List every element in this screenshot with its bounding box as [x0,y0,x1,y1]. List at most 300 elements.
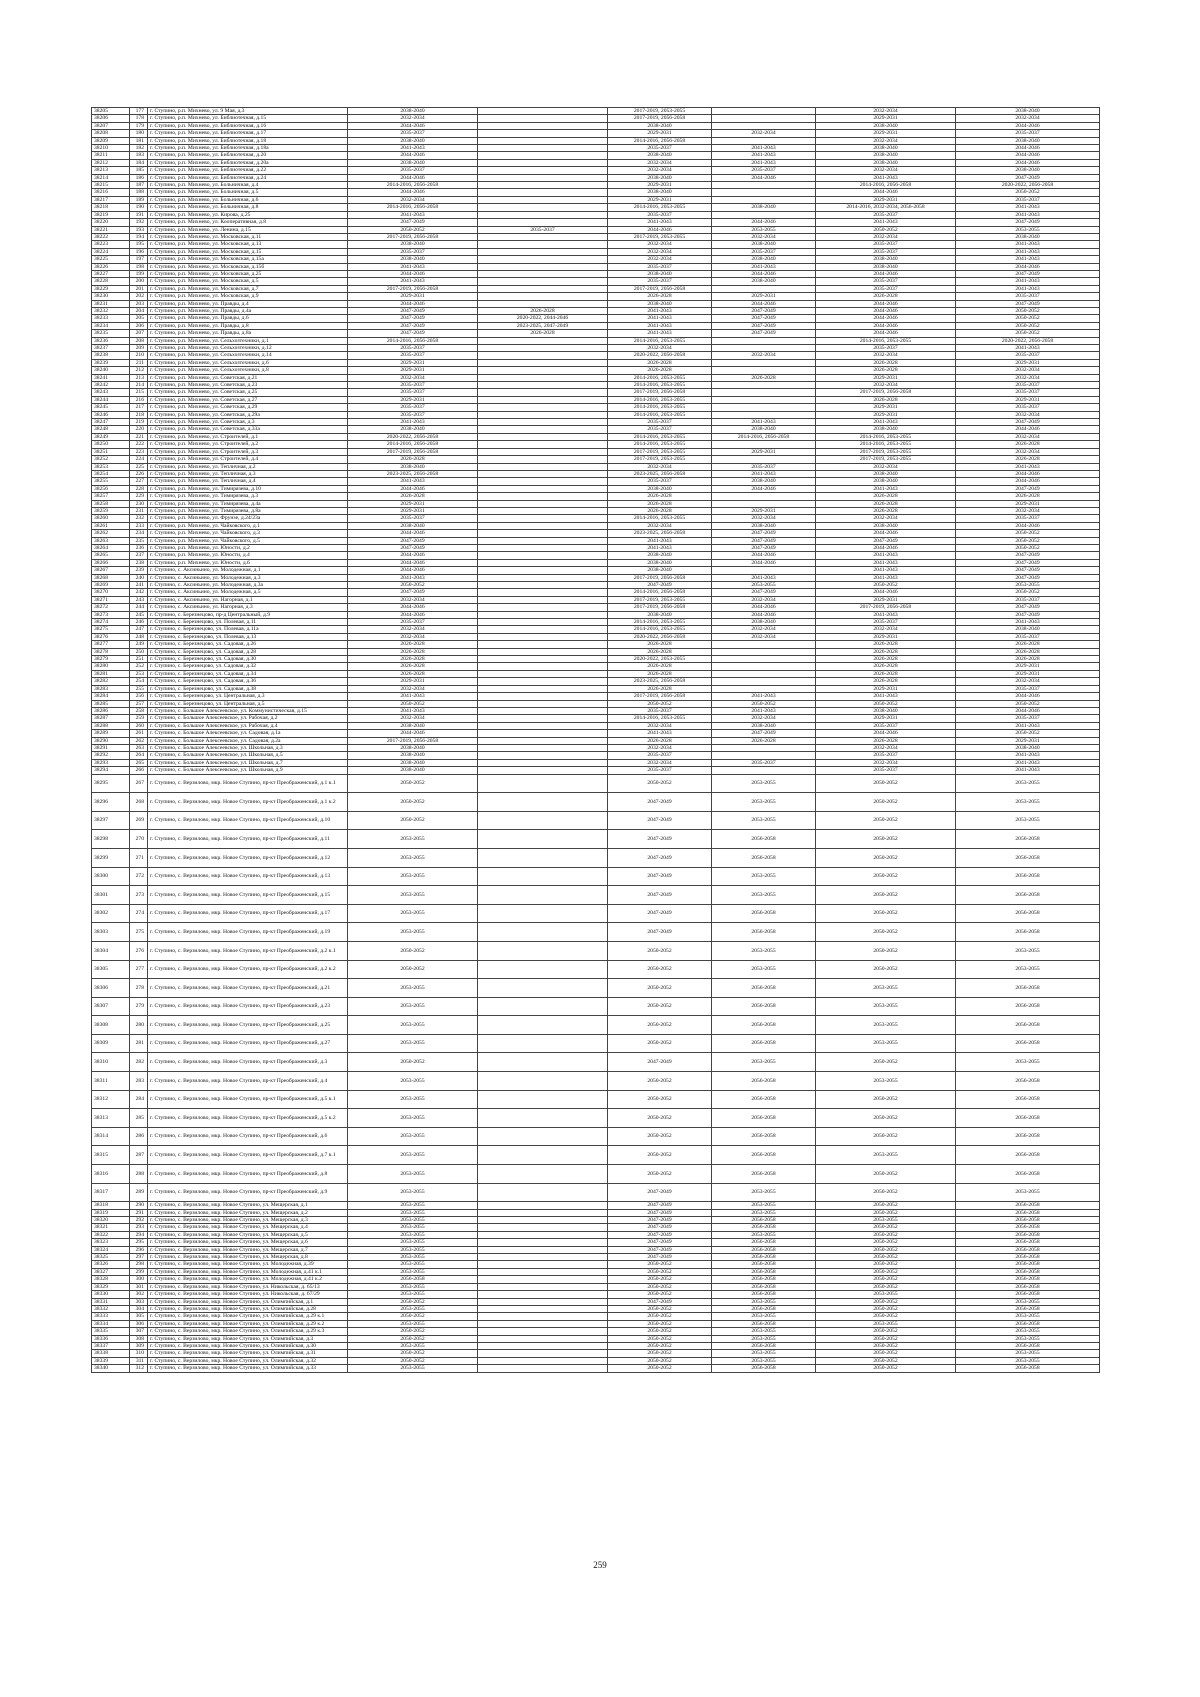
row-number-cell: 294 [130,1231,148,1238]
period-cell-2 [478,1016,608,1035]
address-cell: г. Ступино, с. Аксиньино, ул. Нагорная, д.3 [148,604,348,611]
period-cell-5: 2047-2049 [816,537,956,544]
row-number-cell: 210 [130,352,148,359]
address-cell: г. Ступино, р.п. Михнево, ул. Строителей, д.2 [148,441,348,448]
period-cell-3: 2050-2052 [608,1146,712,1165]
period-cell-2 [478,774,608,793]
period-cell-4 [712,456,816,463]
table-row [92,559,1100,566]
period-cell-3: 2029-2031 [608,130,712,137]
row-id-cell: 38294 [92,767,130,774]
row-number-cell: 234 [130,530,148,537]
period-cell-6: 2038-2040 [956,167,1100,174]
period-cell-1: 2050-2052 [348,1335,478,1342]
row-number-cell: 186 [130,174,148,181]
period-cell-6: 2044-2046 [956,159,1100,166]
period-cell-3: 2014-2016, 2053-2055 [608,204,712,211]
table-row [92,1072,1100,1091]
period-cell-4: 2053-2055 [712,1231,816,1238]
period-cell-4: 2032-2034 [712,626,816,633]
period-cell-6: 2056-2058 [956,904,1100,923]
period-cell-6: 2050-2052 [956,537,1100,544]
period-cell-2 [478,270,608,277]
row-id-cell: 38311 [92,1072,130,1091]
period-cell-1: 2035-2037 [348,411,478,418]
address-cell: г. Ступино, р.п. Михнево, ул. Тимирязева, д.10 [148,485,348,492]
row-number-cell: 291 [130,1209,148,1216]
period-cell-3: 2047-2049 [608,904,712,923]
period-cell-2: 2026-2028 [478,307,608,314]
period-cell-3: 2047-2049 [608,1209,712,1216]
row-id-cell: 38336 [92,1335,130,1342]
table-row [92,248,1100,255]
period-cell-5: 2050-2052 [816,1342,956,1349]
period-cell-1: 2041-2043 [348,263,478,270]
period-cell-4 [712,382,816,389]
period-cell-2 [478,886,608,905]
row-id-cell: 38225 [92,256,130,263]
table-row [92,1276,1100,1283]
period-cell-1: 2038-2040 [348,108,478,115]
period-cell-6: 2020-2022, 2056-2058 [956,337,1100,344]
period-cell-3: 2038-2040 [608,122,712,129]
row-number-cell: 309 [130,1342,148,1349]
period-cell-5: 2050-2052 [816,226,956,233]
period-cell-2 [478,1224,608,1231]
address-cell: г. Ступино, с. Верзилово, мкр. Новое Ступино, пр-кт Преображенский, д.1 к.1 [148,774,348,793]
period-cell-1: 2044-2046 [348,604,478,611]
table-row [92,278,1100,285]
period-cell-2 [478,263,608,270]
period-cell-6: 2056-2058 [956,1320,1100,1327]
row-number-cell: 252 [130,663,148,670]
period-cell-4: 2044-2046 [712,219,816,226]
row-number-cell: 193 [130,226,148,233]
row-number-cell: 262 [130,737,148,744]
row-number-cell: 198 [130,263,148,270]
period-cell-4 [712,404,816,411]
period-cell-2 [478,537,608,544]
address-cell: г. Ступино, р.п. Михнево, ул. Правды, д.8 [148,322,348,329]
period-cell-5: 2053-2055 [816,997,956,1016]
period-cell-4: 2032-2034 [712,352,816,359]
table-row [92,345,1100,352]
period-cell-4: 2053-2055 [712,941,816,960]
period-cell-1: 2014-2016, 2056-2058 [348,182,478,189]
row-id-cell: 38295 [92,774,130,793]
row-number-cell: 273 [130,886,148,905]
period-cell-2 [478,1254,608,1261]
period-cell-6: 2056-2058 [956,886,1100,905]
period-cell-4: 2056-2058 [712,904,816,923]
period-cell-3: 2038-2040 [608,485,712,492]
row-number-cell: 274 [130,904,148,923]
address-cell: г. Ступино, с. Верзилово, мкр. Новое Ступино, ул. Мещерская, д.6 [148,1239,348,1246]
period-cell-5: 2044-2046 [816,300,956,307]
period-cell-6: 2047-2049 [956,611,1100,618]
period-cell-4 [712,441,816,448]
row-number-cell: 253 [130,670,148,677]
period-cell-5: 2029-2031 [816,130,956,137]
period-cell-6: 2056-2058 [956,1072,1100,1091]
period-cell-2 [478,700,608,707]
table-row [92,463,1100,470]
period-cell-3: 2032-2034 [608,744,712,751]
address-cell: г. Ступино, р.п. Михнево, ул. Чайковского, д.3 [148,530,348,537]
row-number-cell: 297 [130,1254,148,1261]
row-id-cell: 38250 [92,441,130,448]
period-cell-6: 2026-2028 [956,648,1100,655]
period-cell-2 [478,122,608,129]
table-row [92,715,1100,722]
period-cell-6: 2044-2046 [956,122,1100,129]
period-cell-5: 2050-2052 [816,811,956,830]
period-cell-3: 2032-2034 [608,256,712,263]
period-cell-3: 2050-2052 [608,1342,712,1349]
address-cell: г. Ступино, р.п. Михнево, ул. Московская, д.25 [148,270,348,277]
period-cell-1: 2017-2019, 2056-2058 [348,285,478,292]
table-row [92,307,1100,314]
period-cell-4: 2056-2058 [712,923,816,942]
period-cell-5: 2050-2052 [816,1276,956,1283]
address-cell: г. Ступино, с. Верзилово, мкр. Новое Ступино, ул. Олимпийская, д.33 [148,1365,348,1372]
period-cell-6: 2056-2058 [956,1276,1100,1283]
period-cell-6: 2026-2028 [956,456,1100,463]
period-cell-5: 2050-2052 [816,1246,956,1253]
period-cell-5: 2017-2019, 2056-2058 [816,604,956,611]
period-cell-3: 2017-2019, 2056-2058 [608,604,712,611]
row-id-cell: 38232 [92,307,130,314]
row-id-cell: 38244 [92,396,130,403]
period-cell-1: 2035-2037 [348,382,478,389]
row-number-cell: 284 [130,1090,148,1109]
row-number-cell: 221 [130,433,148,440]
period-cell-6: 2047-2049 [956,270,1100,277]
row-number-cell: 226 [130,470,148,477]
period-cell-4 [712,500,816,507]
address-cell: г. Ступино, с. Большое Алексеевское, ул. Рабочая, д.2 [148,715,348,722]
period-cell-2 [478,1231,608,1238]
period-cell-3: 2017-2019, 2053-2055 [608,596,712,603]
period-cell-5: 2050-2052 [816,886,956,905]
period-cell-2 [478,793,608,812]
period-cell-3: 2023-2025, 2056-2058 [608,678,712,685]
period-cell-6: 2056-2058 [956,1365,1100,1372]
period-cell-4: 2056-2058 [712,1254,816,1261]
period-cell-1: 2029-2031 [348,396,478,403]
table-row [92,670,1100,677]
table-row [92,1224,1100,1231]
period-cell-4: 2053-2055 [712,1328,816,1335]
address-cell: г. Ступино, р.п. Михнево, ул. Библиотечная, д.16 [148,122,348,129]
row-number-cell: 275 [130,923,148,942]
address-cell: г. Ступино, с. Верзилово, мкр. Новое Ступино, ул. Мещерская, д.8 [148,1254,348,1261]
row-id-cell: 38304 [92,941,130,960]
row-number-cell: 282 [130,1053,148,1072]
period-cell-6: 2056-2058 [956,1231,1100,1238]
period-cell-4: 2056-2058 [712,1283,816,1290]
period-cell-6: 2026-2028 [956,441,1100,448]
period-cell-1: 2029-2031 [348,507,478,514]
period-cell-1: 2053-2055 [348,1246,478,1253]
period-cell-1: 2044-2046 [348,122,478,129]
address-cell: г. Ступино, с. Верзилово, мкр. Новое Ступино, ул. Мещерская, д.7 [148,1246,348,1253]
period-cell-6: 2053-2055 [956,941,1100,960]
table-row [92,441,1100,448]
period-cell-2 [478,137,608,144]
period-cell-2 [478,626,608,633]
period-cell-1: 2044-2046 [348,485,478,492]
schedule-rows [92,108,1100,1373]
period-cell-2 [478,596,608,603]
period-cell-4 [712,648,816,655]
period-cell-1: 2053-2055 [348,1224,478,1231]
period-cell-2 [478,767,608,774]
period-cell-1: 2035-2037 [348,167,478,174]
period-cell-1: 2053-2055 [348,1239,478,1246]
period-cell-4: 2032-2034 [712,633,816,640]
row-id-cell: 38340 [92,1365,130,1372]
table-row [92,774,1100,793]
period-cell-6: 2056-2058 [956,979,1100,998]
period-cell-4: 2053-2055 [712,582,816,589]
period-cell-6: 2050-2052 [956,307,1100,314]
period-cell-1: 2035-2037 [348,248,478,255]
row-id-cell: 38307 [92,997,130,1016]
period-cell-3: 2023-2025, 2056-2058 [608,470,712,477]
row-number-cell: 278 [130,979,148,998]
address-cell: г. Ступино, р.п. Михнево, ул. Советская, д.29а [148,411,348,418]
address-cell: г. Ступино, с. Березнецово, ул. Полевая, д.11 [148,619,348,626]
period-cell-4 [712,670,816,677]
period-cell-5: 2014-2016, 2053-2055 [816,337,956,344]
row-number-cell: 311 [130,1357,148,1364]
period-cell-1: 2038-2040 [348,159,478,166]
period-cell-6: 2056-2058 [956,867,1100,886]
period-cell-4: 2029-2031 [712,293,816,300]
period-cell-2 [478,685,608,692]
table-row [92,352,1100,359]
period-cell-1: 2044-2046 [348,730,478,737]
address-cell: г. Ступино, р.п. Михнево, ул. Больничная, д.5 [148,189,348,196]
table-row [92,960,1100,979]
address-cell: г. Ступино, р.п. Михнево, ул. Сельхозтехники, д.12 [148,345,348,352]
period-cell-2 [478,744,608,751]
row-number-cell: 250 [130,648,148,655]
period-cell-3: 2026-2028 [608,670,712,677]
period-cell-2 [478,285,608,292]
row-id-cell: 38275 [92,626,130,633]
address-cell: г. Ступино, с. Верзилово, мкр. Новое Ступино, пр-кт Преображенский, д.4 [148,1072,348,1091]
period-cell-3: 2038-2040 [608,611,712,618]
period-cell-2: 2020-2022, 2044-2046 [478,315,608,322]
row-id-cell: 38215 [92,182,130,189]
period-cell-2 [478,1109,608,1128]
period-cell-3: 2035-2037 [608,145,712,152]
period-cell-5: 2041-2043 [816,552,956,559]
row-id-cell: 38276 [92,633,130,640]
period-cell-6: 2035-2037 [956,596,1100,603]
row-id-cell: 38249 [92,433,130,440]
period-cell-1: 2032-2034 [348,626,478,633]
period-cell-6: 2029-2031 [956,396,1100,403]
period-cell-3: 2017-2019, 2056-2058 [608,389,712,396]
row-number-cell: 248 [130,633,148,640]
period-cell-6: 2056-2058 [956,1109,1100,1128]
row-number-cell: 249 [130,641,148,648]
period-cell-6: 2044-2046 [956,707,1100,714]
page-number: 259 [593,1560,607,1570]
period-cell-1: 2044-2046 [348,611,478,618]
period-cell-2 [478,960,608,979]
table-row [92,1350,1100,1357]
table-row [92,507,1100,514]
period-cell-3: 2026-2028 [608,648,712,655]
period-cell-4: 2038-2040 [712,426,816,433]
period-cell-1: 2032-2034 [348,633,478,640]
row-number-cell: 304 [130,1305,148,1312]
address-cell: г. Ступино, с. Большое Алексеевское, ул. Школьная, д.3 [148,744,348,751]
row-id-cell: 38284 [92,693,130,700]
table-row [92,544,1100,551]
row-id-cell: 38230 [92,293,130,300]
address-cell: г. Ступино, с. Аксиньино, ул. Молодежная, д.3 [148,574,348,581]
period-cell-3: 2041-2043 [608,544,712,551]
table-row [92,904,1100,923]
period-cell-4: 2056-2058 [712,1090,816,1109]
address-cell: г. Ступино, с. Березнецово, ул. Садовая, д.32 [148,663,348,670]
period-cell-6: 2056-2058 [956,1254,1100,1261]
period-cell-1: 2047-2049 [348,322,478,329]
period-cell-6: 2056-2058 [956,1090,1100,1109]
period-cell-1: 2044-2046 [348,552,478,559]
period-cell-3: 2026-2028 [608,293,712,300]
row-number-cell: 218 [130,411,148,418]
row-id-cell: 38291 [92,744,130,751]
period-cell-2 [478,1291,608,1298]
period-cell-5: 2050-2052 [816,1268,956,1275]
row-number-cell: 192 [130,219,148,226]
row-number-cell: 296 [130,1246,148,1253]
period-cell-4 [712,685,816,692]
period-cell-1: 2041-2043 [348,693,478,700]
period-cell-3: 2017-2019, 2056-2058 [608,693,712,700]
row-number-cell: 200 [130,278,148,285]
period-cell-4: 2053-2055 [712,774,816,793]
period-cell-3: 2050-2052 [608,1276,712,1283]
row-id-cell: 38306 [92,979,130,998]
row-number-cell: 286 [130,1127,148,1146]
table-row [92,426,1100,433]
address-cell: г. Ступино, р.п. Михнево, ул. Сельхозтехники, д.14 [148,352,348,359]
period-cell-5: 2026-2028 [816,678,956,685]
period-cell-6: 2053-2055 [956,1350,1100,1357]
row-id-cell: 38236 [92,337,130,344]
period-cell-6: 2038-2040 [956,626,1100,633]
row-number-cell: 205 [130,315,148,322]
row-id-cell: 38308 [92,1016,130,1035]
period-cell-1: 2029-2031 [348,678,478,685]
period-cell-2 [478,574,608,581]
period-cell-4: 2056-2058 [712,1127,816,1146]
period-cell-1: 2044-2046 [348,174,478,181]
period-cell-2 [478,463,608,470]
row-number-cell: 292 [130,1217,148,1224]
period-cell-2 [478,923,608,942]
period-cell-1: 2032-2034 [348,715,478,722]
row-id-cell: 38296 [92,793,130,812]
period-cell-3: 2026-2028 [608,737,712,744]
schedule-sheet [91,107,1099,1373]
period-cell-3: 2047-2049 [608,1224,712,1231]
table-row [92,1268,1100,1275]
period-cell-4: 2056-2058 [712,1109,816,1128]
address-cell: г. Ступино, с. Аксиньино, ул. Молодежная, д.5 [148,589,348,596]
address-cell: г. Ступино, с. Верзилово, мкр. Новое Ступино, пр-кт Преображенский, д.25 [148,1016,348,1035]
period-cell-3: 2041-2043 [608,537,712,544]
table-row [92,737,1100,744]
period-cell-1: 2053-2055 [348,1261,478,1268]
table-row [92,1320,1100,1327]
period-cell-1: 2032-2034 [348,685,478,692]
period-cell-5: 2050-2052 [816,904,956,923]
period-cell-1: 2044-2046 [348,300,478,307]
table-row [92,567,1100,574]
period-cell-2 [478,1357,608,1364]
period-cell-5: 2041-2043 [816,574,956,581]
period-cell-3: 2014-2016, 2053-2055 [608,441,712,448]
period-cell-5: 2050-2052 [816,1239,956,1246]
period-cell-4: 2038-2040 [712,204,816,211]
row-number-cell: 254 [130,678,148,685]
period-cell-3: 2050-2052 [608,774,712,793]
period-cell-6: 2035-2037 [956,293,1100,300]
period-cell-1: 2050-2052 [348,941,478,960]
table-row [92,1283,1100,1290]
table-row [92,300,1100,307]
table-row [92,359,1100,366]
address-cell: г. Ступино, р.п. Михнево, ул. Тепличная, д.2 [148,463,348,470]
period-cell-6: 2050-2052 [956,322,1100,329]
period-cell-1: 2038-2040 [348,137,478,144]
table-row [92,1109,1100,1128]
period-cell-4: 2038-2040 [712,619,816,626]
period-cell-2 [478,619,608,626]
row-number-cell: 196 [130,248,148,255]
row-number-cell: 298 [130,1261,148,1268]
table-row [92,382,1100,389]
period-cell-4: 2056-2058 [712,1365,816,1372]
period-cell-5: 2038-2040 [816,122,956,129]
period-cell-3: 2017-2019, 2056-2058 [608,115,712,122]
period-cell-6: 2032-2034 [956,507,1100,514]
period-cell-6: 2047-2049 [956,485,1100,492]
period-cell-6: 2032-2034 [956,448,1100,455]
period-cell-5: 2050-2052 [816,1350,956,1357]
period-cell-4 [712,337,816,344]
table-row [92,152,1100,159]
row-number-cell: 310 [130,1350,148,1357]
period-cell-5: 2035-2037 [816,619,956,626]
period-cell-5: 2044-2046 [816,730,956,737]
address-cell: г. Ступино, с. Большое Алексеевское, ул. Школьная, д.7 [148,759,348,766]
address-cell: г. Ступино, р.п. Михнево, ул. 9 Мая, д.3 [148,108,348,115]
period-cell-2 [478,1072,608,1091]
period-cell-4 [712,359,816,366]
period-cell-3: 2026-2028 [608,685,712,692]
period-cell-5: 2050-2052 [816,830,956,849]
period-cell-5: 2035-2037 [816,278,956,285]
